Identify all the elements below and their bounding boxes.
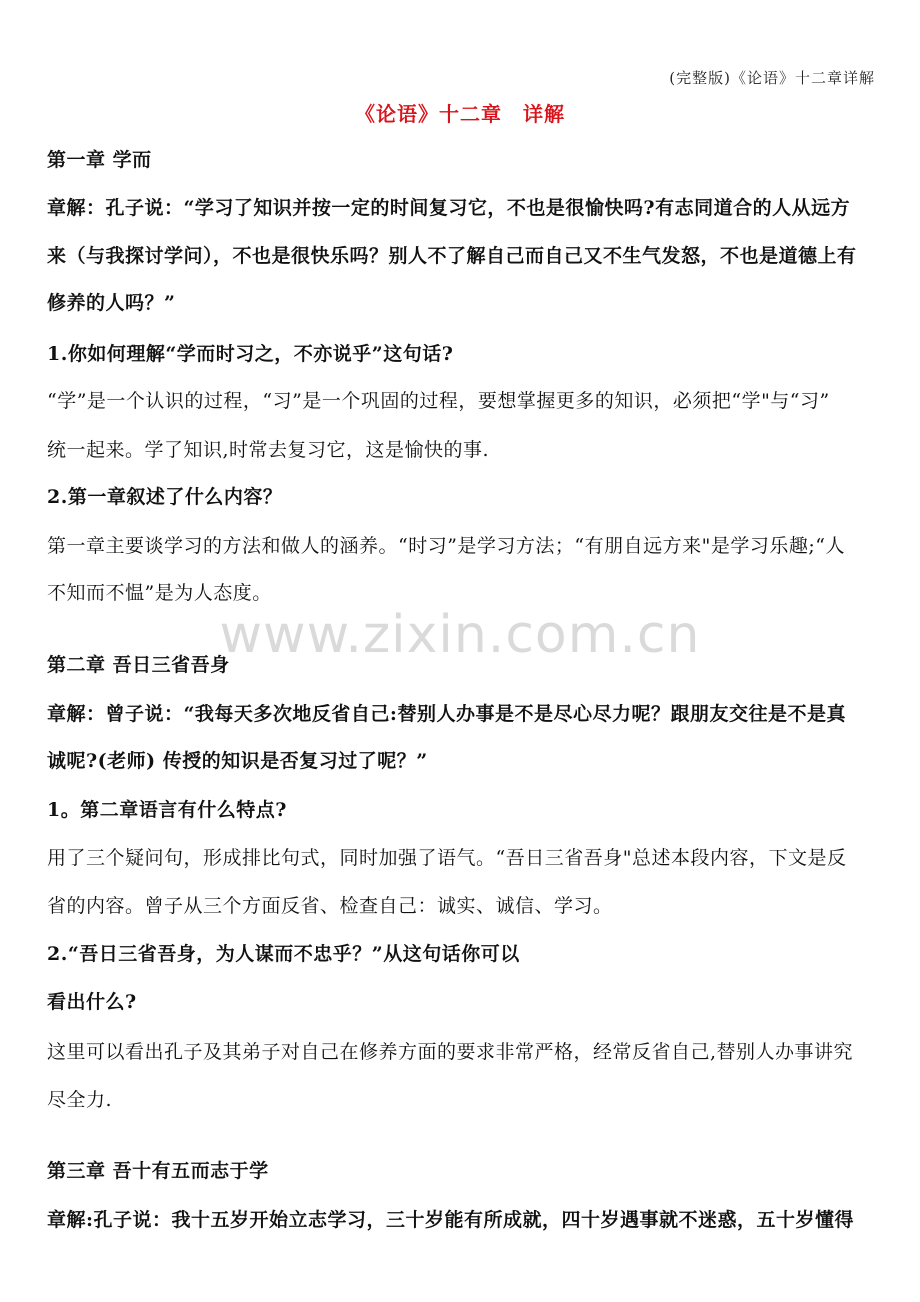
paragraph-line: 用了三个疑问句，形成排比句式，同时加强了语气。“吾日三省吾身"总述本段内容，下文是反 (47, 847, 847, 869)
paragraph-line: 第一章主要谈学习的方法和做人的涵养。“时习”是学习方法；“有朋自远方来"是学习乐趣;“人 (47, 535, 845, 557)
paragraph-line: 统一起来。学了知识,时常去复习它，这是愉快的事. (47, 439, 490, 461)
paragraph-line: 修养的人吗？” (47, 292, 176, 314)
page-header: (完整版)《论语》十二章详解 (669, 69, 875, 87)
paragraph-line: 尽全力. (47, 1089, 113, 1111)
question-line: 1.你如何理解“学而时习之，不亦说乎”这句话? (47, 343, 454, 365)
paragraph-line: 章解：曾子说：“我每天多次地反省自己:替别人办事是不是尽心尽力呢？跟朋友交往是不是真 (47, 703, 846, 725)
paragraph-line: 章解：孔子说：“学习了知识并按一定的时间复习它，不也是很愉快吗?有志同道合的人从远方 (47, 197, 851, 219)
chapter-heading: 第三章 吾十有五而志于学 (47, 1160, 269, 1182)
paragraph-line: 不知而不愠”是为人态度。 (47, 582, 272, 604)
question-line: 2.“吾日三省吾身，为人谋而不忠乎？”从这句话你可以 (47, 943, 520, 965)
document-title: 《论语》十二章 详解 (355, 102, 565, 126)
watermark: www.zixin.com.cn (219, 605, 701, 665)
question-line: 看出什么? (47, 991, 137, 1013)
paragraph-line: 诚呢?(老师) 传授的知识是否复习过了呢？” (47, 750, 428, 772)
question-line: 2.第一章叙述了什么内容？ (47, 486, 283, 508)
paragraph-line: 来（与我探讨学问），不也是很快乐吗？别人不了解自己而自己又不生气发怒，不也是道德上有 (47, 245, 857, 267)
paragraph-line: 省的内容。曾子从三个方面反省、检查自己：诚实、诚信、学习。 (47, 895, 613, 917)
chapter-heading: 第一章 学而 (47, 149, 152, 171)
paragraph-line: “学”是一个认识的过程，“习”是一个巩固的过程，要想掌握更多的知识，必须把“学"与“习” (47, 390, 830, 412)
question-line: 1。第二章语言有什么特点? (47, 799, 287, 821)
chapter-heading: 第二章 吾日三省吾身 (47, 654, 230, 676)
paragraph-line: 章解:孔子说：我十五岁开始立志学习，三十岁能有所成就，四十岁遇事就不迷惑，五十岁懂得 (47, 1209, 855, 1231)
paragraph-line: 这里可以看出孔子及其弟子对自己在修养方面的要求非常严格，经常反省自己,替别人办事讲究 (47, 1041, 854, 1063)
